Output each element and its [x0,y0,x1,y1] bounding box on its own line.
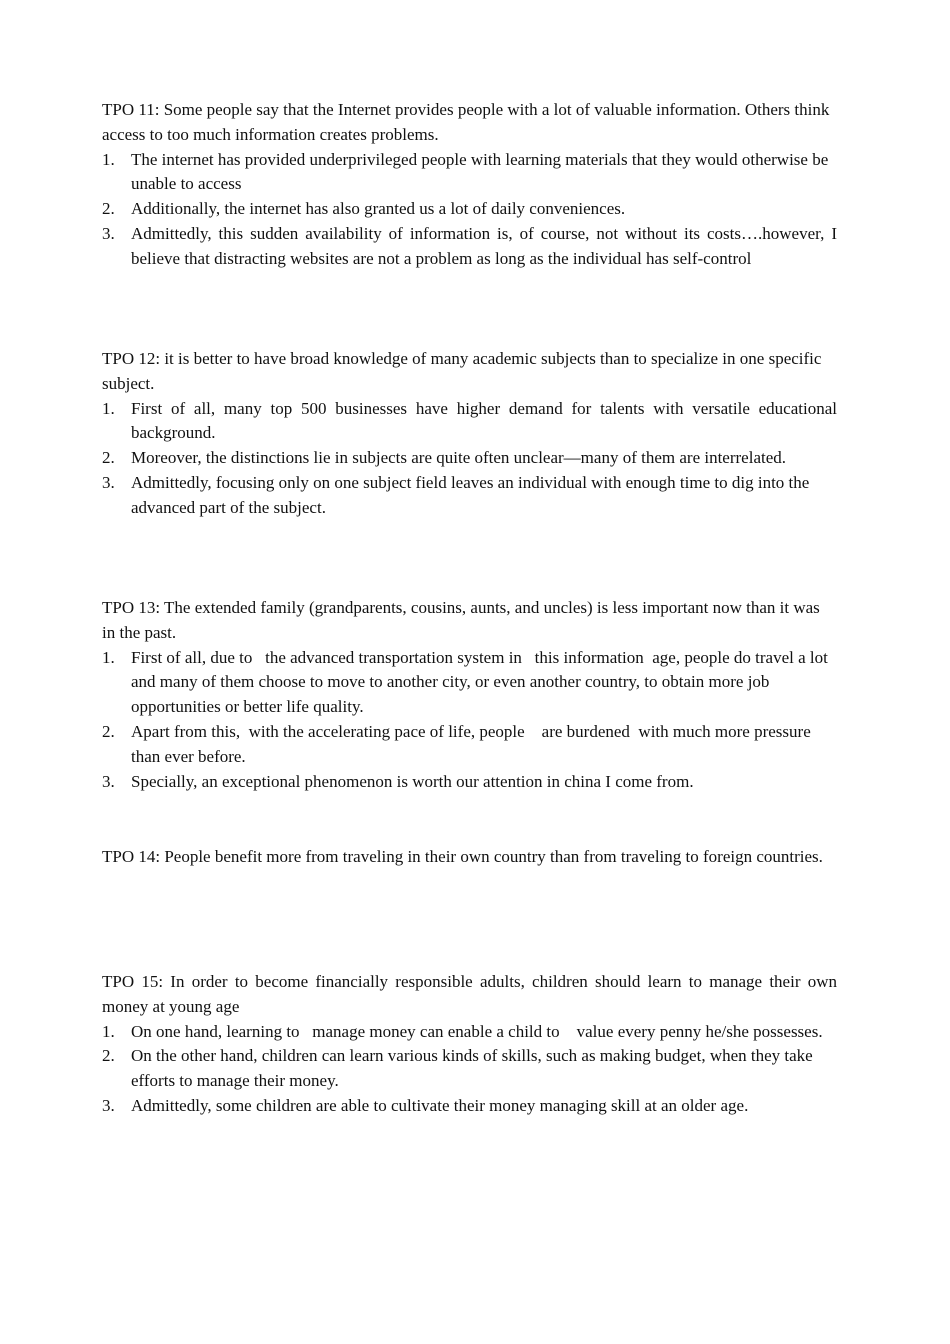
item-number: 1. [102,149,115,169]
list-item [102,222,837,272]
list-item [102,197,837,222]
item-number: 1. [102,398,115,418]
item-number: 1. [102,647,115,667]
tpo-section [102,970,837,1119]
item-text: First of all, many top 500 businesses have higher demand for talents with versatile educational background. [131,398,837,443]
list-item [102,446,837,471]
section-title: TPO 14: People benefit more from traveling in their own country than from traveling to foreign countries. [102,847,823,866]
item-text: Apart from this, with the accelerating pace of life, people are burdened with much more pressure than ever before. [131,721,815,766]
item-number: 3. [102,472,115,492]
item-text: The internet has provided underprivileged people with learning materials that they would otherwise be unable to access [131,149,829,194]
item-text: Admittedly, some children are able to cultivate their money managing skill at an older age. [131,1095,749,1115]
item-text: Admittedly, this sudden availability of information is, of course, not without its costs….however, I believe that distracting websites are not a problem as long as the individual has self-control [131,223,837,268]
item-text: First of all, due to the advanced transportation system in this information age, people do travel a lot and many of them choose to move to another city, or even another country, to obtain more job opportunities or better life quality. [131,647,833,717]
item-text: On one hand, learning to manage money can enable a child to value every penny he/she possesses. [131,1021,823,1041]
item-number: 2. [102,199,115,219]
section-title: TPO 11: Some people say that the Internet provides people with a lot of valuable information. Others think access to too much information creates problems. [102,100,830,144]
item-text: Admittedly, focusing only on one subject field leaves an individual with enough time to dig into the advanced part of the subject. [131,472,810,517]
item-number: 3. [102,771,115,791]
item-number: 2. [102,1046,115,1066]
item-number: 3. [102,1095,115,1115]
item-number: 2. [102,448,115,468]
numbered-list [102,1020,837,1119]
item-number: 3. [102,223,115,243]
list-item [102,1094,837,1119]
list-item [102,148,837,198]
item-text: Specially, an exceptional phenomenon is worth our attention in china I come from. [131,771,694,791]
item-text: Additionally, the internet has also granted us a lot of daily conveniences. [131,199,626,219]
list-item [102,397,837,447]
list-item [102,646,837,720]
tpo-section [102,347,837,596]
section-title: TPO 15: In order to become financially responsible adults, children should learn to manage their own money at young age [102,972,837,1016]
section-title: TPO 13: The extended family (grandparents, cousins, aunts, and uncles) is less important now than it was in the past. [102,598,820,642]
numbered-list [102,646,837,795]
list-item [102,1020,837,1045]
item-text: On the other hand, children can learn various kinds of skills, such as making budget, when they take efforts to manage their money. [131,1046,813,1091]
item-number: 1. [102,1021,115,1041]
document-page [102,98,837,1119]
numbered-list [102,148,837,272]
numbered-list [102,397,837,521]
item-number: 2. [102,721,115,741]
tpo-section [102,596,837,845]
item-text: Moreover, the distinctions lie in subjects are quite often unclear—many of them are interrelated. [131,448,787,468]
list-item [102,471,837,521]
section-title: TPO 12: it is better to have broad knowledge of many academic subjects than to specialize in one specific subject. [102,349,822,393]
tpo-section [102,98,837,347]
tpo-section [102,845,837,970]
list-item [102,770,837,795]
list-item [102,720,837,770]
list-item [102,1044,837,1094]
